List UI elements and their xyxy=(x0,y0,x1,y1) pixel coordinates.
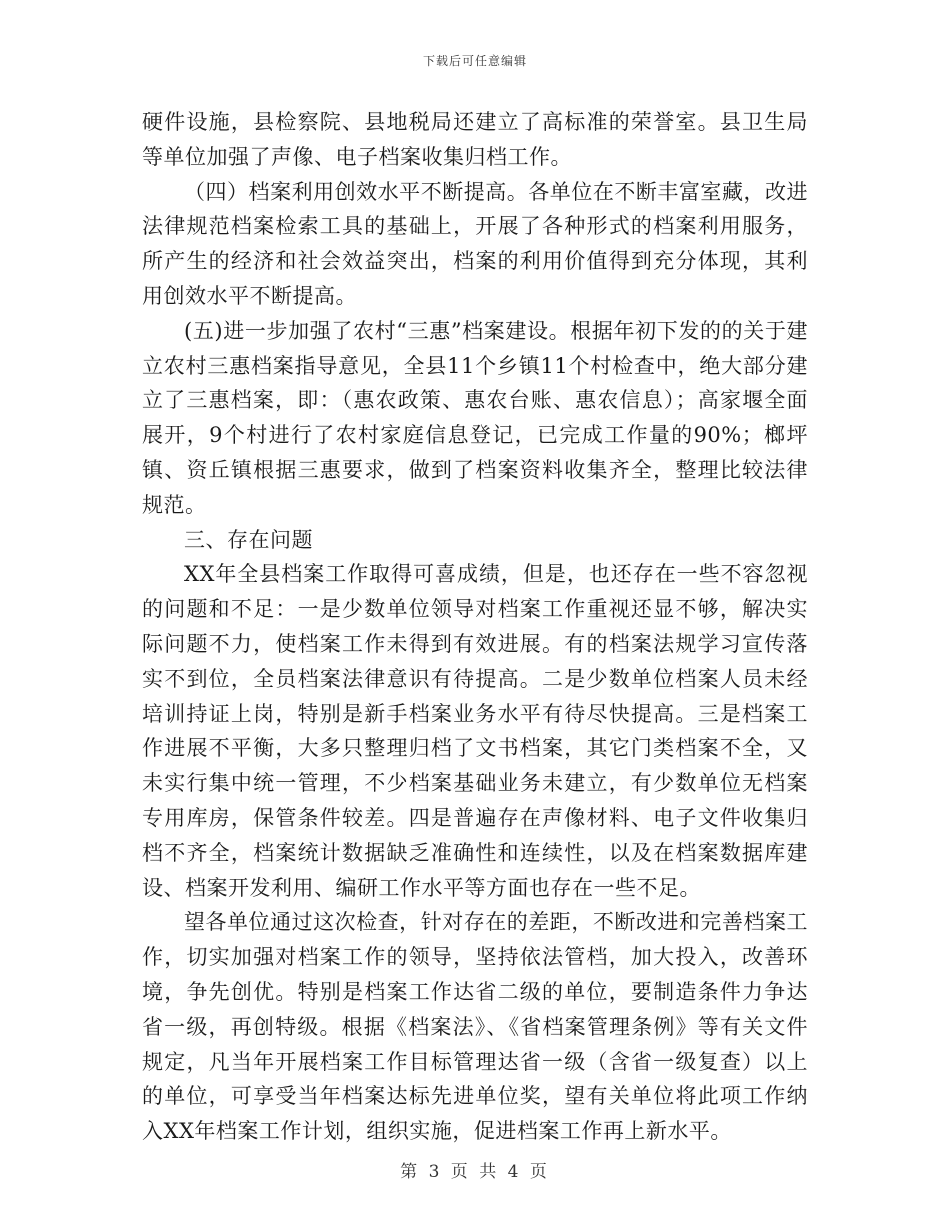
page-footer: 第 3 页 共 4 页 xyxy=(400,1162,550,1182)
paragraph-4: XX年全县档案工作取得可喜成绩，但是，也还存在一些不容忽视的问题和不足：一是少数单位领导对档案工作重视还显不够，解决实际问题不力，使档案工作未得到有效进展。有的档案法规学习宣传落实不到位，全员档案法律意识有待提高。二是少数单位档案人员未经培训持证上岗，特别是新手档案业务水平有待尽快提高。三是档案工作进展不平衡，大多只整理归档了文书档案，其它门类档案不全，又未实行集中统一管理，不少档案基础业务未建立，有少数单位无档案专用库房，保管条件较差。四是普遍存在声像材料、电子文件收集归档不齐全，档案统计数据缺乏准确性和连续性，以及在档案数据库建设、档案开发利用、编研工作水平等方面也存在一些不足。 xyxy=(142,562,808,900)
section-heading-problems: 三、存在问题 xyxy=(184,527,313,552)
paragraph-2: （四）档案利用创效水平不断提高。各单位在不断丰富室藏，改进法律规范档案检索工具的基础上，开展了各种形式的档案利用服务，所产生的经济和社会效益突出，档案的利用价值得到充分体现，其利用创效水平不断提高。 xyxy=(142,179,808,308)
paragraph-1: 硬件设施，县检察院、县地税局还建立了高标准的荣誉室。县卫生局等单位加强了声像、电子档案收集归档工作。 xyxy=(142,110,808,169)
paragraph-5: 望各单位通过这次检查，针对存在的差距，不断改进和完善档案工作，切实加强对档案工作的领导，坚持依法管档，加大投入，改善环境，争先创优。特别是档案工作达省二级的单位，要制造条件力争达省一级，再创特级。根据《档案法》、《省档案管理条例》等有关文件规定，凡当年开展档案工作目标管理达省一级（含省一级复查）以上的单位，可享受当年档案达标先进单位奖，望有关单位将此项工作纳入XX年档案工作计划，组织实施，促进档案工作再上新水平。 xyxy=(142,910,808,1144)
page-header: 下载后可任意编辑 xyxy=(422,54,527,68)
document-body xyxy=(142,105,808,1149)
paragraph-3: (五)进一步加强了农村“三惠”档案建设。根据年初下发的的关于建立农村三惠档案指导意见，全县11个乡镇11个村检查中，绝大部分建立了三惠档案，即：（惠农政策、惠农台账、惠农信息）；高家堰全面展开，9个村进行了农村家庭信息登记，已完成工作量的90%；榔坪镇、资丘镇根据三惠要求，做到了档案资料收集齐全，整理比较法律规范。 xyxy=(142,318,808,517)
